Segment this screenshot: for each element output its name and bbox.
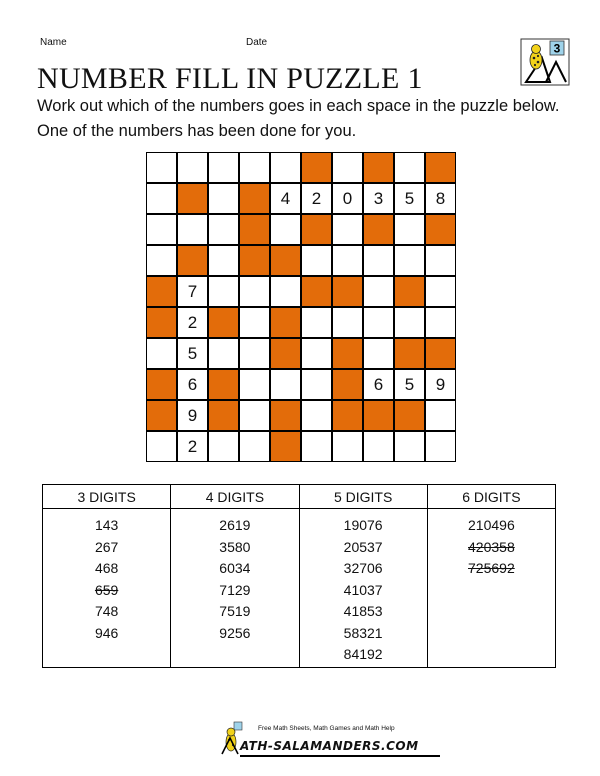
grid-block-cell — [332, 369, 363, 400]
footer-underline — [240, 755, 440, 757]
grid-cell — [270, 152, 301, 183]
grid-cell — [425, 276, 456, 307]
grid-cell — [301, 369, 332, 400]
grid-cell — [363, 307, 394, 338]
grid-cell — [146, 338, 177, 369]
grid-cell — [239, 400, 270, 431]
grid-cell: 2 — [301, 183, 332, 214]
date-label: Date — [246, 37, 268, 48]
grid-cell — [239, 276, 270, 307]
grid-cell — [208, 276, 239, 307]
grid-cell — [239, 369, 270, 400]
grid-block-cell — [301, 152, 332, 183]
grid-cell — [332, 307, 363, 338]
grid-block-cell — [394, 400, 425, 431]
grid-cell — [363, 245, 394, 276]
column-header-5-digits: 5 DIGITS — [299, 485, 427, 509]
grid-cell — [332, 152, 363, 183]
number-entry: 3580 — [219, 538, 251, 555]
grid-block-cell — [270, 245, 301, 276]
number-entry: 748 — [94, 603, 119, 619]
column-6-digits — [427, 509, 555, 668]
grid-cell: 5 — [177, 338, 208, 369]
grid-block-cell — [270, 338, 301, 369]
grid-cell — [208, 214, 239, 245]
number-entry: 210496 — [468, 517, 515, 533]
grid-cell: 2 — [177, 431, 208, 462]
number-entry-used: 725692 — [468, 560, 515, 576]
grid-cell — [394, 431, 425, 462]
grid-block-cell — [425, 214, 456, 245]
grid-block-cell — [208, 400, 239, 431]
grid-block-cell — [270, 307, 301, 338]
grid-cell — [332, 431, 363, 462]
number-entry: 58321 — [343, 624, 383, 641]
number-list-table — [42, 484, 556, 668]
instruction-line-1: Work out which of the numbers goes in each space in the puzzle below. — [37, 97, 560, 115]
grid-block-cell — [146, 276, 177, 307]
grid-cell: 6 — [177, 369, 208, 400]
number-entry: 468 — [94, 560, 119, 576]
grid-cell — [301, 400, 332, 431]
number-entry: 19076 — [343, 517, 383, 533]
grid-cell — [363, 338, 394, 369]
grid-cell — [425, 400, 456, 431]
grid-cell — [239, 338, 270, 369]
grid-cell: 5 — [394, 183, 425, 214]
number-entry: 20537 — [343, 538, 383, 555]
grid-block-cell — [332, 276, 363, 307]
grid-block-cell — [270, 431, 301, 462]
grid-block-cell — [425, 338, 456, 369]
number-entry: 946 — [94, 624, 119, 641]
grid-cell — [239, 431, 270, 462]
number-entry: 84192 — [343, 646, 383, 662]
grid-cell — [363, 431, 394, 462]
grid-block-cell — [146, 400, 177, 431]
number-entry: 6034 — [219, 560, 251, 576]
grid-block-cell — [301, 276, 332, 307]
grid-block-cell — [363, 400, 394, 431]
grid-cell — [270, 369, 301, 400]
grid-cell — [177, 152, 208, 183]
grid-cell — [208, 338, 239, 369]
number-entry: 9256 — [219, 624, 251, 641]
grid-block-cell — [425, 152, 456, 183]
grid-cell — [394, 152, 425, 183]
grid-cell — [146, 245, 177, 276]
grid-cell — [146, 431, 177, 462]
name-label: Name — [40, 37, 67, 48]
grid-cell — [239, 152, 270, 183]
grid-block-cell — [208, 307, 239, 338]
grid-cell: 4 — [270, 183, 301, 214]
grid-cell — [301, 431, 332, 462]
column-5-digits — [299, 509, 427, 668]
grid-block-cell — [239, 214, 270, 245]
grid-cell — [394, 214, 425, 245]
grid-block-cell — [332, 338, 363, 369]
number-entry: 32706 — [343, 560, 383, 576]
grid-cell — [363, 276, 394, 307]
grid-block-cell — [208, 369, 239, 400]
grid-cell — [208, 431, 239, 462]
grid-cell — [208, 245, 239, 276]
grid-cell — [332, 214, 363, 245]
grid-cell — [425, 245, 456, 276]
grid-cell — [301, 307, 332, 338]
number-entry: 7519 — [219, 603, 251, 619]
grid-cell: 9 — [177, 400, 208, 431]
salamander-logo-icon — [520, 38, 570, 86]
grid-block-cell — [146, 307, 177, 338]
column-header-3-digits: 3 DIGITS — [43, 485, 171, 509]
number-entry: 41853 — [343, 603, 383, 619]
grid-cell — [425, 307, 456, 338]
page-title: NUMBER FILL IN PUZZLE 1 — [37, 62, 423, 95]
grid-cell — [301, 338, 332, 369]
number-entry: 267 — [94, 538, 119, 555]
grid-cell: 9 — [425, 369, 456, 400]
grid-cell — [239, 307, 270, 338]
grid-block-cell — [177, 245, 208, 276]
grid-cell — [394, 245, 425, 276]
grid-cell — [270, 214, 301, 245]
grid-cell: 3 — [363, 183, 394, 214]
grid-block-cell — [394, 276, 425, 307]
grid-cell: 0 — [332, 183, 363, 214]
number-entry: 41037 — [343, 581, 383, 598]
column-header-4-digits: 4 DIGITS — [171, 485, 299, 509]
grid-cell — [146, 214, 177, 245]
grid-block-cell — [270, 400, 301, 431]
number-entry-used: 420358 — [468, 538, 515, 555]
grid-block-cell — [239, 183, 270, 214]
grid-cell: 7 — [177, 276, 208, 307]
number-entry: 143 — [94, 517, 119, 533]
grid-block-cell — [363, 214, 394, 245]
footer-tagline: Free Math Sheets, Math Games and Math Help — [258, 725, 395, 732]
number-entry: 7129 — [219, 581, 251, 598]
puzzle-grid — [146, 152, 456, 462]
grid-block-cell — [332, 400, 363, 431]
number-entry-used: 659 — [94, 581, 119, 598]
grid-block-cell — [363, 152, 394, 183]
grid-cell: 5 — [394, 369, 425, 400]
grid-cell — [270, 276, 301, 307]
grid-cell — [177, 214, 208, 245]
grid-cell — [332, 245, 363, 276]
footer-site-name: ATH-SALAMANDERS.COM — [240, 739, 419, 753]
grid-block-cell — [177, 183, 208, 214]
column-3-digits — [43, 509, 171, 668]
grid-cell — [146, 183, 177, 214]
grid-cell — [208, 152, 239, 183]
grid-block-cell — [146, 369, 177, 400]
grid-cell: 2 — [177, 307, 208, 338]
grid-cell — [425, 431, 456, 462]
column-4-digits — [171, 509, 299, 668]
grid-block-cell — [394, 338, 425, 369]
grid-cell — [146, 152, 177, 183]
grid-cell — [394, 307, 425, 338]
column-header-6-digits: 6 DIGITS — [427, 485, 555, 509]
grid-cell: 6 — [363, 369, 394, 400]
grid-cell — [208, 183, 239, 214]
logo-badge: 3 — [553, 41, 561, 56]
grid-block-cell — [239, 245, 270, 276]
grid-cell: 8 — [425, 183, 456, 214]
grid-cell — [301, 245, 332, 276]
instruction-line-2: One of the numbers has been done for you. — [37, 122, 357, 140]
number-entry: 2619 — [219, 517, 251, 533]
grid-block-cell — [301, 214, 332, 245]
